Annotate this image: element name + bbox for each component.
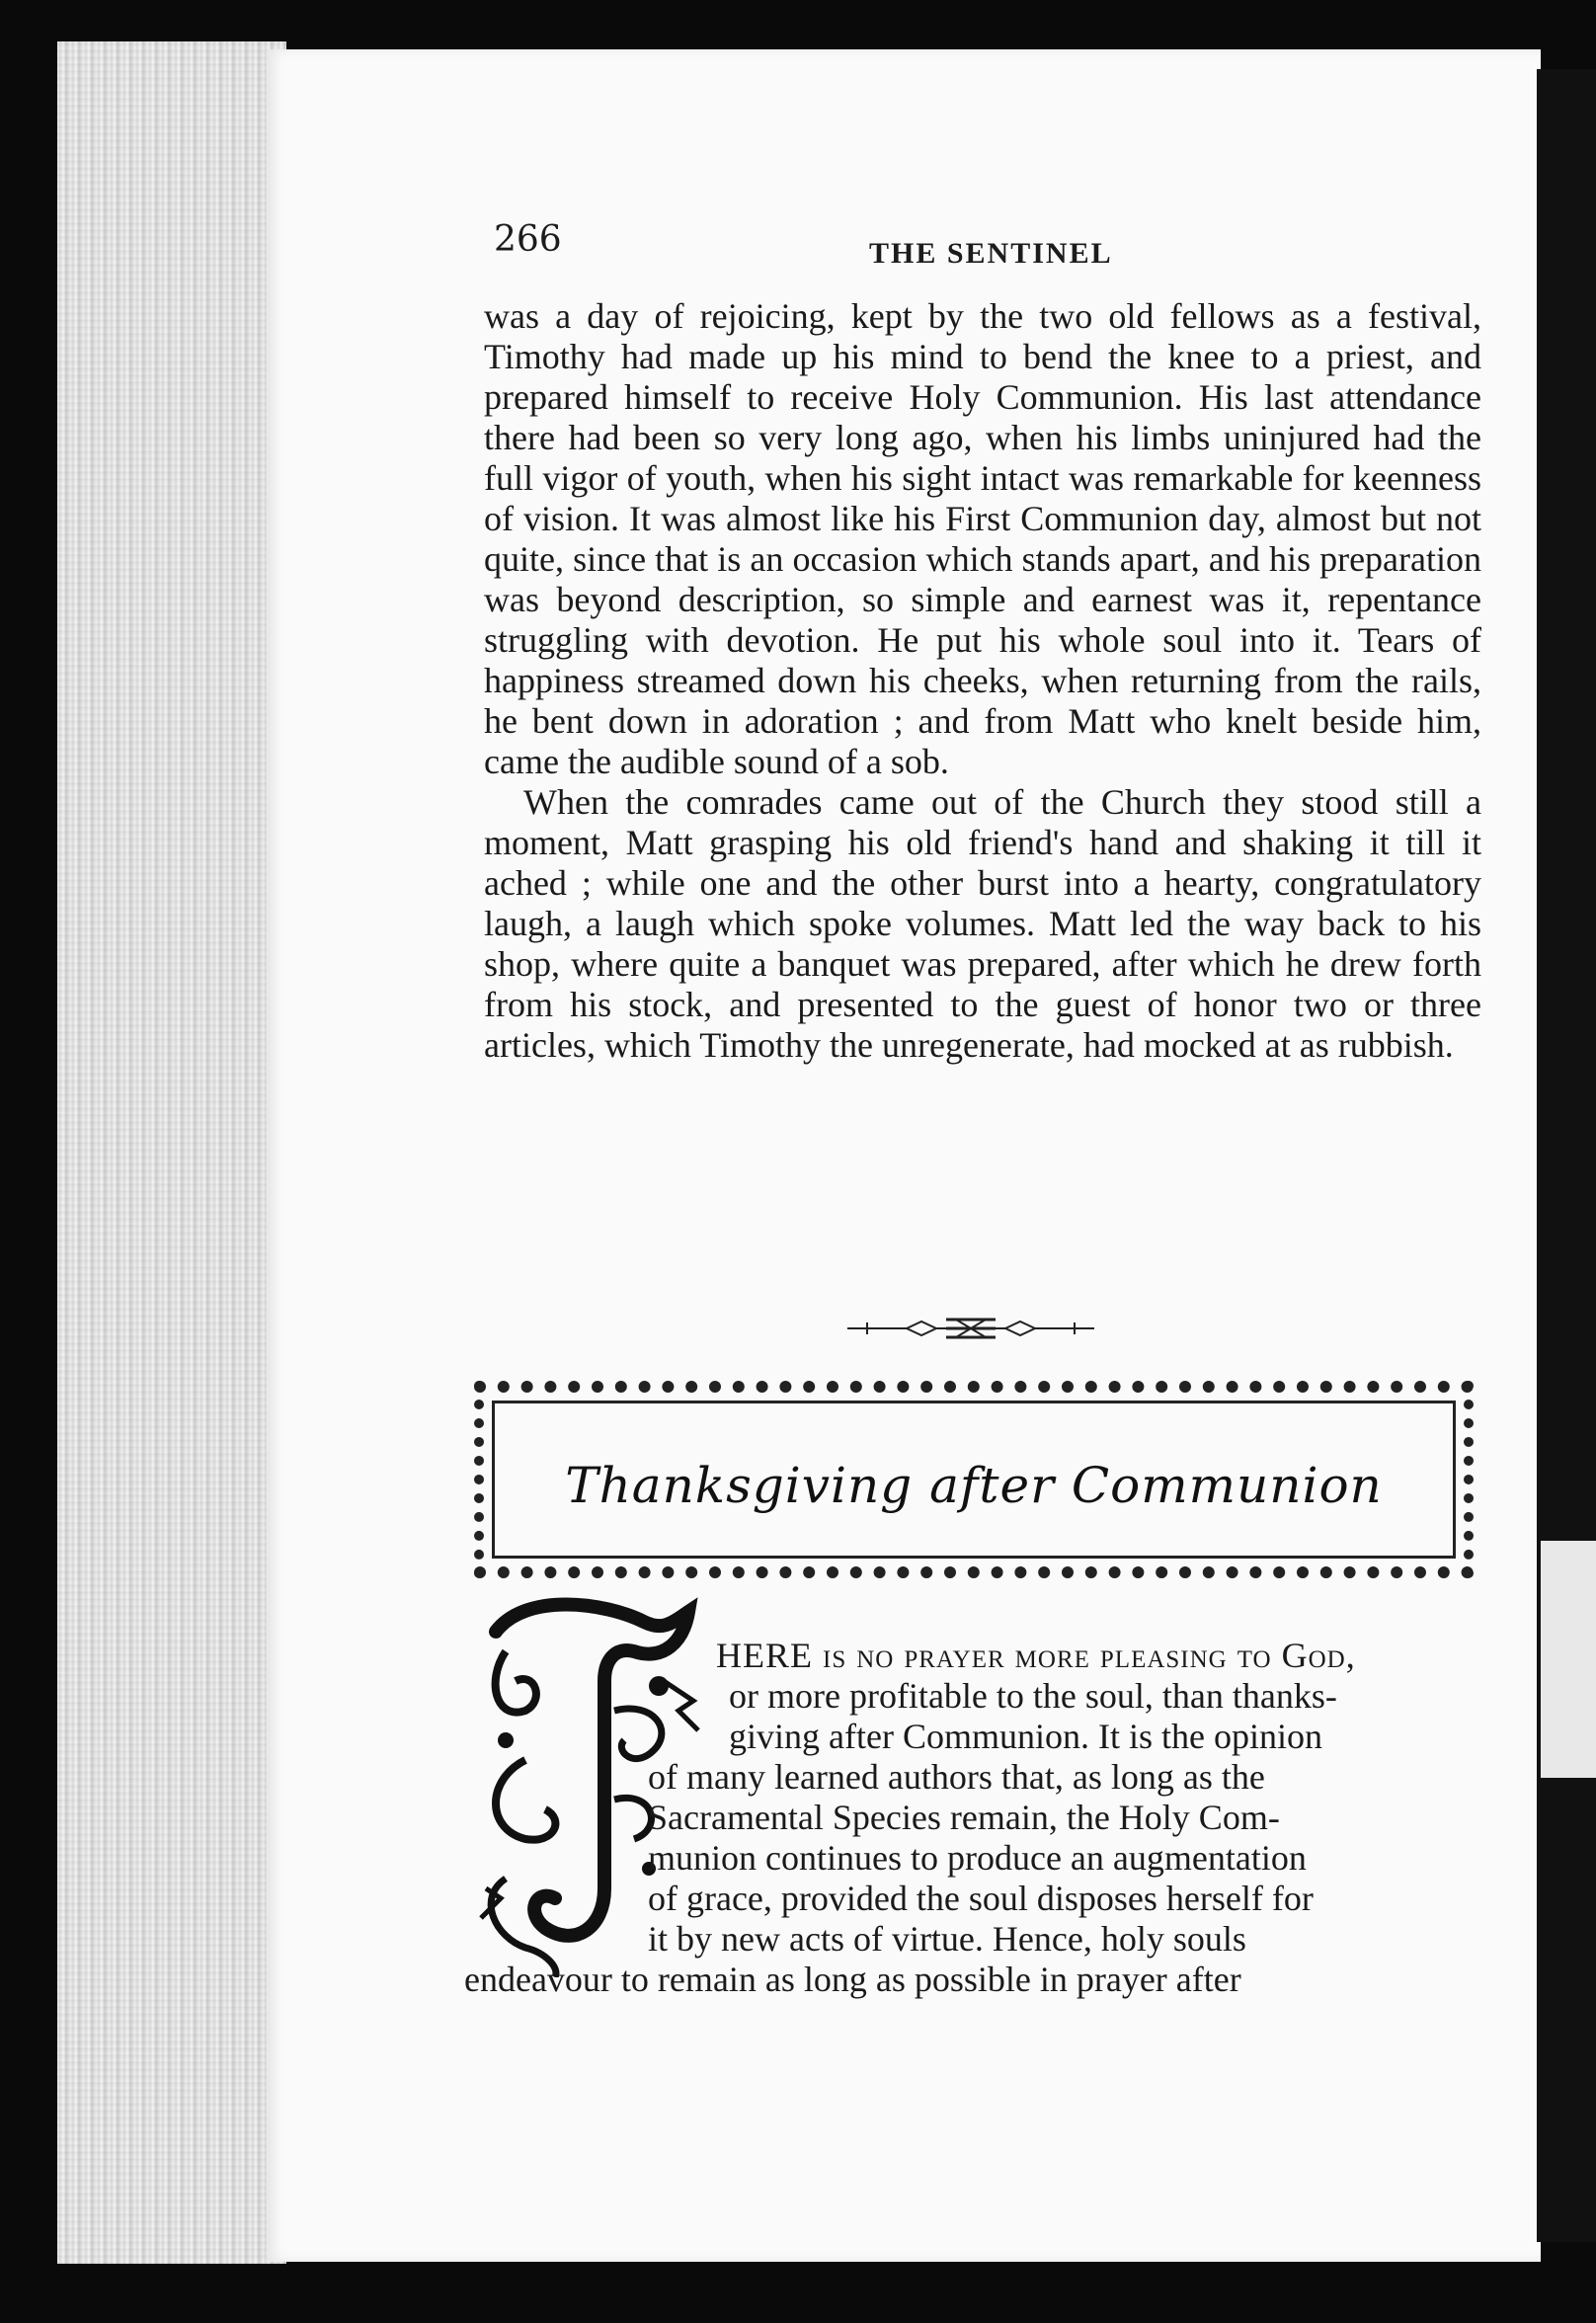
text-line: or more profitable to the soul, than thanks- bbox=[729, 1676, 1337, 1716]
section-title: Thanksgiving after Communion bbox=[565, 1457, 1383, 1514]
section-text bbox=[464, 1636, 1468, 2000]
text-line: munion continues to produce an augmentation bbox=[648, 1838, 1307, 1878]
page-edges bbox=[57, 41, 286, 2264]
page-number: 266 bbox=[494, 219, 562, 260]
section-divider-ornament bbox=[847, 1314, 1094, 1343]
text-line: HERE is no prayer more pleasing to God, bbox=[716, 1636, 1356, 1675]
text-line: endeavour to remain as long as possible in prayer after bbox=[464, 1960, 1241, 1999]
running-head: THE SENTINEL bbox=[869, 237, 1113, 270]
text-line: of grace, provided the soul disposes herself for bbox=[648, 1879, 1314, 1918]
facing-page-sliver bbox=[1541, 1541, 1596, 1778]
body-text bbox=[484, 296, 1481, 1066]
paragraph: When the comrades came out of the Church they stood still a moment, Matt grasping his old friend's hand and shaking it till it ached ; while one and the other burst into a hearty, congratulatory laugh, a laugh which spoke volumes. Matt led the way back to his shop, where quite a banquet was prepared, after which he drew forth from his stock, and presented to the guest of honor two or three articles, which Timothy the unregenerate, had mocked at as rubbish. bbox=[484, 782, 1481, 1065]
paragraph: was a day of rejoicing, kept by the two old fellows as a festival, Timothy had made up his mind to bend the knee to a priest, and prepared himself to receive Holy Communion. His last attendance there had been so very long ago, when his limbs uninjured had the full vigor of youth, when his sight intact was remarkable for keenness of vision. It was almost like his First Communion day, almost but not quite, since that is an occasion which stands apart, and his preparation was beyond description, so simple and earnest was it, repentance struggling with devotion. He put his whole soul into it. Tears of happiness streamed down his cheeks, when returning from the rails, he bent down in adoration ; and from Matt who knelt beside him, came the audible sound of a sob. bbox=[484, 296, 1481, 781]
text-line: giving after Communion. It is the opinion bbox=[729, 1717, 1322, 1756]
text-line: Sacramental Species remain, the Holy Com- bbox=[648, 1798, 1280, 1837]
facing-page-edge bbox=[1537, 69, 1596, 2242]
text-line: of many learned authors that, as long as the bbox=[648, 1757, 1265, 1797]
title-frame-inner bbox=[492, 1401, 1456, 1559]
section-title-box bbox=[474, 1381, 1474, 1578]
text-line: it by new acts of virtue. Hence, holy souls bbox=[648, 1919, 1246, 1959]
